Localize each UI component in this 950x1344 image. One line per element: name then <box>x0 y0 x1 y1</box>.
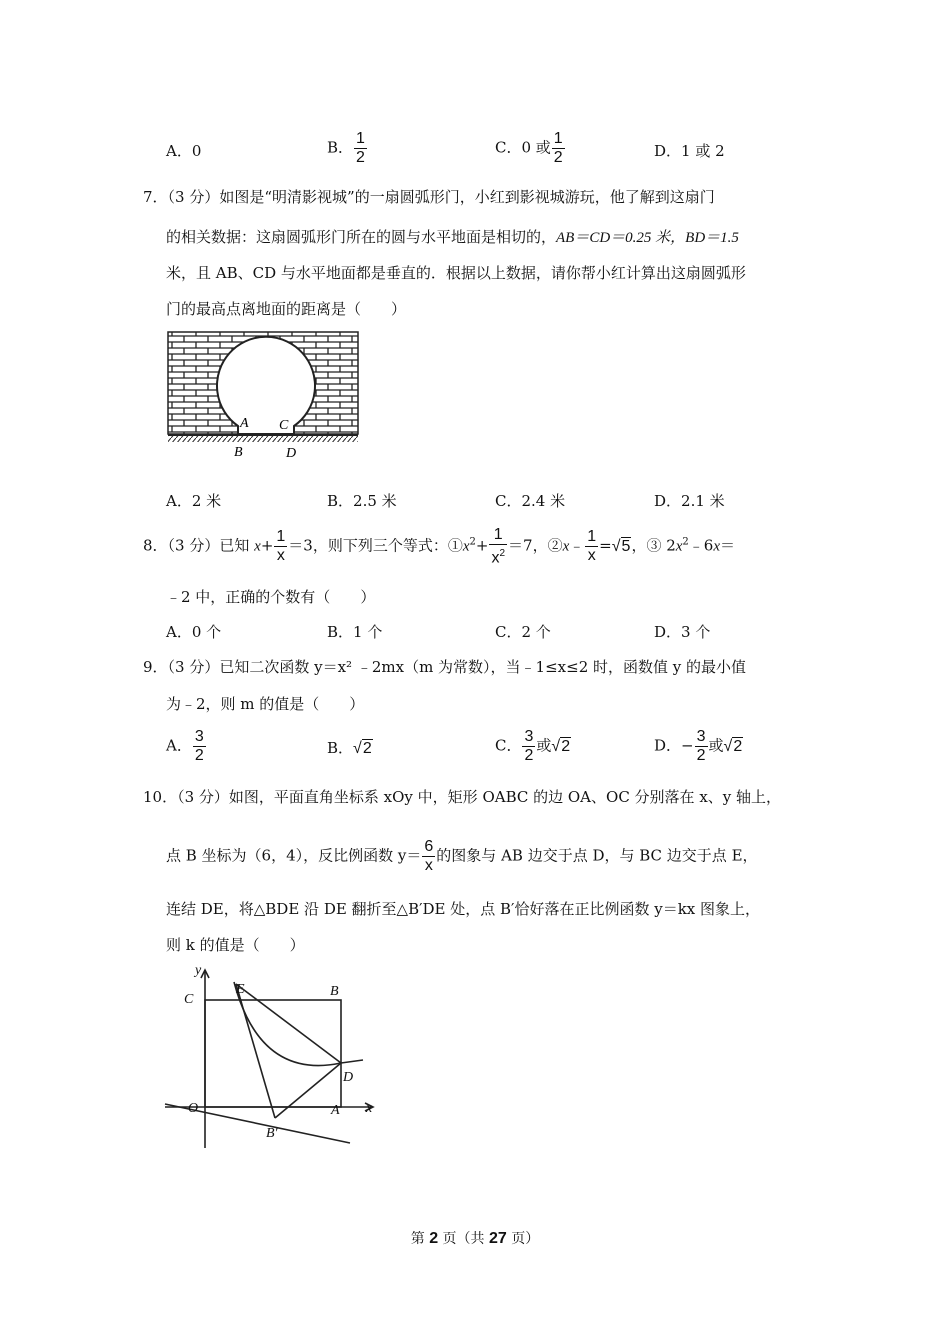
label-b: B <box>234 445 243 460</box>
curve-extension <box>341 1060 363 1063</box>
q7-line3: 米，且 AB、CD 与水平地面都是垂直的．根据以上数据，请你帮小红计算出这扇圆弧形 <box>166 264 746 282</box>
q7-option-c: C．2.4 米 <box>495 492 566 510</box>
q6-option-d: D．1 或 2 <box>654 142 725 160</box>
q10-line4: 则 k 的值是（ ） <box>166 936 305 954</box>
q9-line2: 为﹣2，则 m 的值是（ ） <box>166 695 365 713</box>
page-number: 2 <box>429 1230 439 1247</box>
label-o: O <box>188 1101 199 1116</box>
q6-option-c: C．0 或 $\frac{1}{2}$ <box>495 130 563 166</box>
q10-figure <box>160 960 390 1155</box>
label-d: D <box>343 1070 354 1085</box>
q9-option-c: C． $\frac{3}{2}$ 或√2 <box>495 728 571 764</box>
q10-line2: 点 B 坐标为（6，4），反比例函数 y＝ $\frac{6}{x}$ 的图象与 AB 边交于点 D，与 BC 边交于点 E， <box>166 838 758 874</box>
page-footer: 第 2 页（共 27 页） <box>410 1230 540 1247</box>
q9-option-b: B．√2 <box>327 739 372 757</box>
label-b: B <box>330 984 339 999</box>
q10-line3: 连结 DE，将△BDE 沿 DE 翻折至△B′DE 处，点 B′恰好落在正比例函数 y＝kx 图象上， <box>166 900 761 918</box>
rectangle-oabc <box>205 1000 341 1107</box>
label-x: x <box>366 1101 373 1116</box>
q7-stem: 7．（3 分）如图是“明清影视城”的一扇圆弧形门，小红到影视城游玩，他了解到这扇门 <box>143 188 715 206</box>
q8-stem: 8．（3 分）已知 x+ $\frac{1}{x}$ ＝3，则下列三个等式：$①x^2+$ $\frac{1}{x^2}$ ＝7，②x﹣ $\frac{1}{x}$ =√5，③ $2x^2﹣6x=$ <box>143 526 736 567</box>
q8-option-d: D．3 个 <box>654 623 711 641</box>
q9-stem: 9．（3 分）已知二次函数 y＝x² ﹣2mx（m 为常数），当﹣1≤x≤2 时，函数值 y 的最小值 <box>143 658 747 676</box>
q7-line4: 门的最高点离地面的距离是（ ） <box>166 300 407 318</box>
q8-option-c: C．2 个 <box>495 623 551 641</box>
label-c: C <box>184 992 194 1007</box>
total-pages: 27 <box>489 1230 507 1247</box>
line-de <box>236 984 341 1063</box>
label-a: A <box>240 416 249 431</box>
q7-option-a: A．2 米 <box>166 492 222 510</box>
q8-option-b: B．1 个 <box>327 623 383 641</box>
q7-line2: 的相关数据：这扇圆弧形门所在的圆与水平地面是相切的，AB＝CD＝0.25 米，BD＝1.5 <box>166 228 739 246</box>
q6-option-b: B． $\frac{1}{2}$ <box>327 130 365 166</box>
label-e: E <box>236 982 245 997</box>
label-d: D <box>286 446 297 460</box>
q8-option-a: A．0 个 <box>166 623 222 641</box>
ground-hatch <box>168 435 358 442</box>
q9-option-d: D．− $\frac{3}{2}$ 或√2 <box>654 728 743 764</box>
q10-stem: 10．（3 分）如图，平面直角坐标系 xOy 中，矩形 OABC 的边 OA、OC 分别落在 x、y 轴上， <box>143 788 782 806</box>
q7-option-d: D．2.1 米 <box>654 492 725 510</box>
label-c: C <box>279 418 289 433</box>
arch-door <box>217 337 315 434</box>
q6-option-a: A．0 <box>166 142 202 160</box>
line-eb-prime <box>236 984 275 1118</box>
label-y: y <box>195 963 202 978</box>
q7-figure <box>166 330 361 460</box>
q7-option-b: B．2.5 米 <box>327 492 397 510</box>
q9-option-a: A． $\frac{3}{2}$ <box>166 728 204 764</box>
q8-line2: ﹣2 中，正确的个数有（ ） <box>166 588 376 606</box>
label-b-prime: B′ <box>266 1126 278 1141</box>
label-a: A <box>331 1103 340 1118</box>
